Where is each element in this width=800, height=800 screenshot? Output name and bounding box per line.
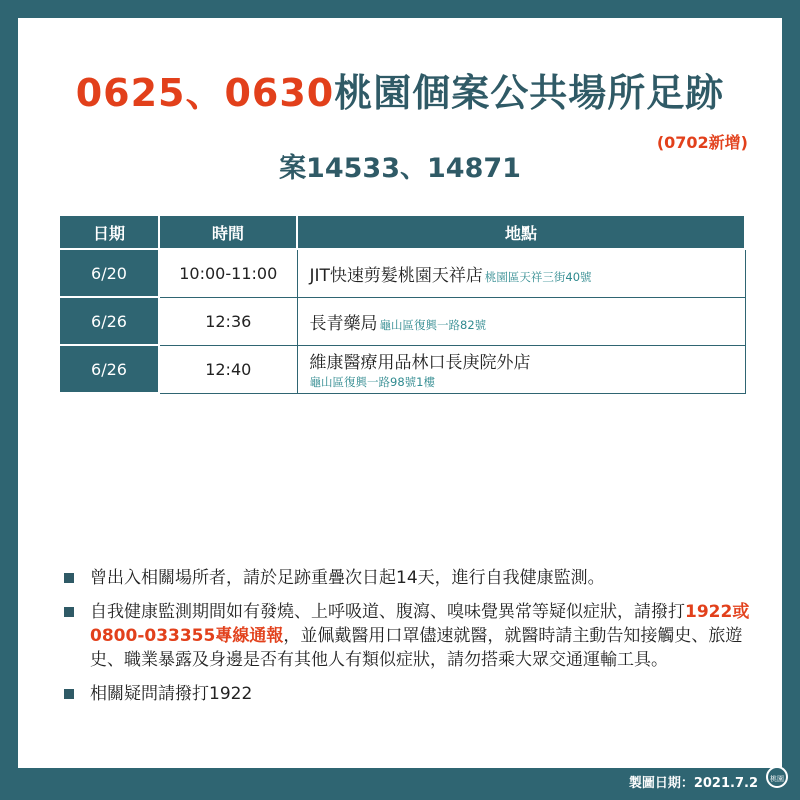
table-row (59, 297, 745, 345)
added-note: (0702新增) (656, 133, 748, 152)
note-text: 自我健康監測期間如有發燒、上呼吸道、腹瀉、嗅味覺異常等疑似症狀，請撥打 (90, 602, 685, 622)
square-bullet-icon (64, 689, 74, 699)
row-place (297, 345, 745, 393)
place-name: 維康醫療用品林口長庚院外店 (309, 353, 531, 373)
table-header-row (59, 215, 745, 249)
hotline-highlight: 1922或0800-033355專線通報 (90, 602, 750, 646)
note-item (64, 600, 764, 672)
table-row (59, 345, 745, 393)
notes-section (64, 566, 764, 716)
header-place: 地點 (297, 215, 745, 249)
title-text: 桃園個案公共場所足跡 (334, 71, 725, 115)
footprint-table (58, 214, 746, 394)
place-name: 長青藥局 (309, 313, 378, 334)
title-dates: 0625、0630 (75, 71, 335, 115)
row-time: 10:00-11:00 (159, 249, 297, 297)
note-text: 曾出入相關場所者，請於足跡重疊次日起14天，進行自我健康監測。 (90, 568, 605, 588)
row-date: 6/20 (59, 249, 159, 297)
poster-card (18, 18, 782, 768)
square-bullet-icon (64, 573, 74, 583)
note-item (64, 566, 764, 590)
row-time: 12:40 (159, 345, 297, 393)
note-text: ，並佩戴醫用口罩儘速就醫，就醫時請主動告知接觸史、旅遊史、職業暴露及身邊是否有其他人有類似症狀，請勿搭乘大眾交通運輸工具。 (90, 626, 743, 670)
place-address: 桃園區天祥三街40號 (484, 269, 592, 284)
row-time: 12:36 (159, 297, 297, 345)
note-item (64, 682, 764, 706)
place-address: 龜山區復興一路98號1樓 (309, 375, 435, 389)
header-date: 日期 (59, 215, 159, 249)
case-ids: 案14533、14871 (279, 153, 521, 184)
place-address: 龜山區復興一路82號 (379, 317, 487, 332)
place-name: JIT快速剪髮桃園天祥店 (309, 265, 483, 286)
note-text: 相關疑問請撥打1922 (90, 684, 253, 704)
made-date: 製圖日期：2021.7.2 (628, 776, 758, 791)
square-bullet-icon (64, 607, 74, 617)
row-date: 6/26 (59, 345, 159, 393)
table-row (59, 249, 745, 297)
page-title (18, 62, 782, 117)
row-place (297, 249, 745, 297)
header-time: 時間 (159, 215, 297, 249)
row-date: 6/26 (59, 297, 159, 345)
city-seal-icon: 桃園 (766, 766, 788, 788)
row-place (297, 297, 745, 345)
